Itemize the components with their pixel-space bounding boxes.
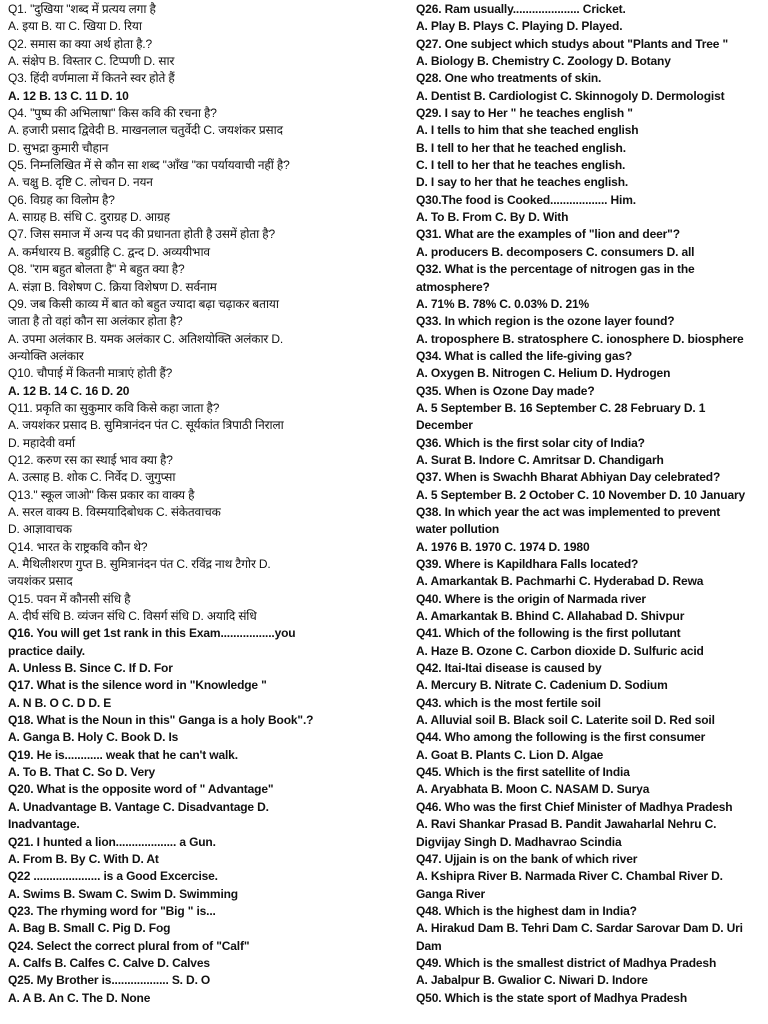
left-text-line: A. Bag B. Small C. Pig D. Fog: [8, 921, 171, 936]
left-text-line: A. कर्मधारय B. बहुव्रीहि C. द्वन्द D. अव्ययीभाव: [8, 244, 210, 259]
left-text-line: A. उत्साह B. शोक C. निर्वेद D. जुगुप्सा: [8, 470, 176, 485]
right-text-line: A. Biology B. Chemistry C. Zoology D. Botany: [416, 54, 671, 69]
left-question-line: Q19. He is............ weak that he can't walk.: [8, 747, 238, 762]
right-text-line: A. Amarkantak B. Bhind C. Allahabad D. Shivpur: [416, 609, 685, 624]
left-question-line: Q9. जब किसी काव्य में बात को बहुत ज्यादा बढ़ा चढ़ाकर बताया: [8, 296, 279, 311]
left-text-line: practice daily.: [8, 643, 85, 658]
left-question-line: Q2. समास का क्या अर्थ होता है.?: [8, 36, 153, 51]
left-question-line: Q16. You will get 1st rank in this Exam.................you: [8, 626, 296, 641]
left-question-line: Q20. What is the opposite word of " Advantage": [8, 782, 274, 797]
right-question-line: Q33. In which region is the ozone layer found?: [416, 314, 675, 329]
right-question-line: Q42. Itai-Itai disease is caused by: [416, 661, 602, 676]
left-question-line: Q22 ..................... is a Good Excercise.: [8, 869, 218, 884]
right-text-line: A. Dentist B. Cardiologist C. Skinnogoly D. Dermologist: [416, 88, 725, 103]
right-text-line: A. Haze B. Ozone C. Carbon dioxide D. Sulfuric acid: [416, 643, 704, 658]
right-text-line: Digvijay Singh D. Madhavrao Scindia: [416, 834, 622, 849]
right-text-line: A. producers B. decomposers C. consumers D. all: [416, 244, 695, 259]
right-question-line: Q36. Which is the first solar city of India?: [416, 435, 645, 450]
left-text-line: जयशंकर प्रसाद: [8, 574, 73, 589]
right-text-line: A. Amarkantak B. Pachmarhi C. Hyderabad D. Rewa: [416, 574, 704, 589]
right-text-line: A. Jabalpur B. Gwalior C. Niwari D. Indore: [416, 973, 648, 988]
left-question-line: Q12. करुण रस का स्थाई भाव क्या है?: [8, 452, 173, 467]
left-question-line: Q13." स्कूल जाओ" किस प्रकार का वाक्य है: [8, 487, 195, 502]
right-text-line: A. Aryabhata B. Moon C. NASAM D. Surya: [416, 782, 650, 797]
left-text-line: D. आज्ञावाचक: [8, 522, 72, 537]
right-question-line: Q32. What is the percentage of nitrogen gas in the: [416, 262, 695, 277]
right-question-line: Q47. Ujjain is on the bank of which river: [416, 851, 638, 866]
right-text-line: A. Ravi Shankar Prasad B. Pandit Jawaharlal Nehru C.: [416, 817, 717, 832]
right-question-line: Q34. What is called the life-giving gas?: [416, 348, 633, 363]
left-question-line: Q11. प्रकृति का सुकुमार कवि किसे कहा जाता है?: [8, 400, 220, 415]
left-question-line: Q3. हिंदी वर्णमाला में कितने स्वर होते हैं: [8, 71, 175, 86]
left-text-line: A. साग्रह B. संधि C. दुराग्रह D. आग्रह: [8, 210, 170, 225]
right-text-line: A. troposphere B. stratosphere C. ionosphere D. biosphere: [416, 331, 744, 346]
left-text-line: A. हजारी प्रसाद द्विवेदी B. माखनलाल चतुर्वेदी C. जयशंकर प्रसाद: [8, 123, 283, 138]
right-text-line: A. Mercury B. Nitrate C. Cadenium D. Sodium: [416, 678, 668, 693]
right-text-line: A. Goat B. Plants C. Lion D. Algae: [416, 747, 604, 762]
right-question-line: Q30.The food is Cooked.................. Him.: [416, 192, 636, 207]
left-text-line: A. चक्षु B. दृष्टि C. लोचन D. नयन: [8, 175, 153, 190]
right-text-line: December: [416, 418, 473, 433]
right-question-line: Q50. Which is the state sport of Madhya Pradesh: [416, 990, 688, 1005]
left-text-line: A. Calfs B. Calfes C. Calve D. Calves: [8, 955, 210, 970]
left-text-line: A. A B. An C. The D. None: [8, 990, 151, 1005]
right-question-line: Q49. Which is the smallest district of Madhya Pradesh: [416, 955, 717, 970]
left-text-line: A. जयशंकर प्रसाद B. सुमित्रानंदन पंत C. सूर्यकांत त्रिपाठी निराला: [8, 418, 284, 433]
right-question-line: Q31. What are the examples of "lion and deer"?: [416, 227, 680, 242]
right-text-line: A. I tells to him that she teached english: [416, 123, 639, 138]
left-text-line: D. महादेवी वर्मा: [8, 435, 75, 450]
left-text-line: A. संक्षेप B. विस्तार C. टिप्पणी D. सार: [8, 54, 175, 69]
right-text-line: A. Hirakud Dam B. Tehri Dam C. Sardar Sarovar Dam D. Uri: [416, 921, 743, 936]
right-text-line: A. Surat B. Indore C. Amritsar D. Chandigarh: [416, 452, 664, 467]
left-text-line: A. 12 B. 13 C. 11 D. 10: [8, 88, 129, 103]
left-question-line: Q23. The rhyming word for "Big " is...: [8, 903, 216, 918]
left-text-line: A. Unadvantage B. Vantage C. Disadvantage D.: [8, 799, 269, 814]
left-text-line: A. सरल वाक्य B. विस्मयादिबोधक C. संकेतवाचक: [8, 504, 221, 519]
left-text-line: A. From B. By C. With D. At: [8, 851, 159, 866]
left-text-line: A. Unless B. Since C. If D. For: [8, 661, 173, 676]
left-text-line: A. To B. That C. So D. Very: [8, 765, 156, 780]
left-question-line: Q25. My Brother is.................. S. D. O: [8, 973, 211, 988]
right-question-line: Q35. When is Ozone Day made?: [416, 383, 595, 398]
left-question-line: Q5. निम्नलिखित में से कौन सा शब्द "आँख "का पर्यायवाची नहीं है?: [8, 158, 290, 173]
left-question-line: Q6. विग्रह का विलोम है?: [8, 192, 115, 207]
right-question-line: Q28. One who treatments of skin.: [416, 71, 602, 86]
left-question-line: Q17. What is the silence word in "Knowledge ": [8, 678, 267, 693]
right-text-line: A. Alluvial soil B. Black soil C. Laterite soil D. Red soil: [416, 713, 715, 728]
left-text-line: A. इया B. या C. खिया D. रिया: [8, 19, 142, 34]
right-question-line: Q27. One subject which studys about "Plants and Tree ": [416, 36, 729, 51]
left-text-line: A. संज्ञा B. विशेषण C. क्रिया विशेषण D. सर्वनाम: [8, 279, 217, 294]
right-question-line: Q39. Where is Kapildhara Falls located?: [416, 557, 639, 571]
right-text-line: A. Kshipra River B. Narmada River C. Chambal River D.: [416, 869, 723, 884]
right-question-line: Q26. Ram usually..................... Cricket.: [416, 2, 626, 16]
left-text-line: A. दीर्घ संधि B. व्यंजन संधि C. विसर्ग संधि D. अयादि संधि: [8, 609, 257, 624]
left-question-line: Q10. चौपाई में कितनी मात्राएं होती हैं?: [8, 366, 173, 381]
right-text-line: A. Oxygen B. Nitrogen C. Helium D. Hydrogen: [416, 366, 671, 381]
right-text-line: A. To B. From C. By D. With: [416, 210, 569, 225]
left-question-line: Q1. "दुखिया "शब्द में प्रत्यय लगा है: [8, 2, 156, 16]
left-question-line: Q4. "पुष्प की अभिलाषा" किस कवि की रचना है?: [8, 106, 217, 121]
left-text-line: जाता है तो वहां कौन सा अलंकार होता है?: [8, 314, 183, 329]
right-text-line: A. 1976 B. 1970 C. 1974 D. 1980: [416, 539, 590, 554]
right-question-line: Q44. Who among the following is the first consumer: [416, 730, 706, 745]
right-question-line: Q46. Who was the first Chief Minister of Madhya Pradesh: [416, 799, 733, 814]
right-text-line: A. Play B. Plays C. Playing D. Played.: [416, 19, 623, 34]
right-text-line: Dam: [416, 938, 442, 953]
left-text-line: Inadvantage.: [8, 817, 80, 832]
right-question-line: Q29. I say to Her " he teaches english ": [416, 106, 633, 121]
left-question-line: Q18. What is the Noun in this" Ganga is a holy Book".?: [8, 713, 314, 728]
left-question-line: Q8. "राम बहुत बोलता है" मे बहुत क्या है?: [8, 262, 185, 277]
right-column: [416, 1, 764, 1007]
left-question-line: Q24. Select the correct plural from of "Calf": [8, 938, 250, 953]
left-text-line: अन्योक्ति अलंकार: [8, 348, 84, 363]
left-text-line: A. 12 B. 14 C. 16 D. 20: [8, 383, 130, 398]
left-question-line: Q14. भारत के राष्ट्रकवि कौन थे?: [8, 539, 148, 554]
right-question-line: Q41. Which of the following is the first pollutant: [416, 626, 681, 641]
right-text-line: A. 71% B. 78% C. 0.03% D. 21%: [416, 296, 590, 311]
right-text-line: A. 5 September B. 16 September C. 28 February D. 1: [416, 400, 706, 415]
right-text-line: A. 5 September B. 2 October C. 10 November D. 10 January: [416, 487, 746, 502]
right-text-line: water pollution: [416, 522, 500, 537]
right-text-line: Ganga River: [416, 886, 486, 901]
left-text-line: A. Swims B. Swam C. Swim D. Swimming: [8, 886, 238, 901]
right-question-line: Q45. Which is the first satellite of India: [416, 765, 630, 780]
left-text-line: A. मैथिलीशरण गुप्त B. सुमित्रानंदन पंत C. रविंद्र नाथ टैगोर D.: [8, 557, 271, 571]
right-question-line: Q40. Where is the origin of Narmada river: [416, 591, 646, 606]
left-question-line: Q15. पवन में कौनसी संधि है: [8, 591, 131, 606]
left-text-line: A. Ganga B. Holy C. Book D. Is: [8, 730, 179, 745]
right-text-line: D. I say to her that he teaches english.: [416, 175, 629, 190]
left-question-line: Q21. I hunted a lion................... a Gun.: [8, 834, 216, 849]
right-text-line: atmosphere?: [416, 279, 490, 294]
left-text-line: D. सुभद्रा कुमारी चौहान: [8, 140, 109, 155]
left-text-line: A. उपमा अलंकार B. यमक अलंकार C. अतिशयोक्ति अलंकार D.: [8, 331, 284, 346]
right-question-line: Q43. which is the most fertile soil: [416, 695, 601, 710]
right-question-line: Q37. When is Swachh Bharat Abhiyan Day celebrated?: [416, 470, 721, 485]
right-question-line: Q48. Which is the highest dam in India?: [416, 903, 637, 918]
left-text-line: A. N B. O C. D D. E: [8, 695, 112, 710]
left-question-line: Q7. जिस समाज में अन्य पद की प्रधानता होती है उसमें होता है?: [8, 227, 276, 242]
right-text-line: C. I tell to her that he teaches english.: [416, 158, 626, 173]
right-text-line: B. I tell to her that he teached english.: [416, 140, 626, 155]
right-question-line: Q38. In which year the act was implemented to prevent: [416, 504, 721, 519]
left-column: [8, 1, 406, 1007]
